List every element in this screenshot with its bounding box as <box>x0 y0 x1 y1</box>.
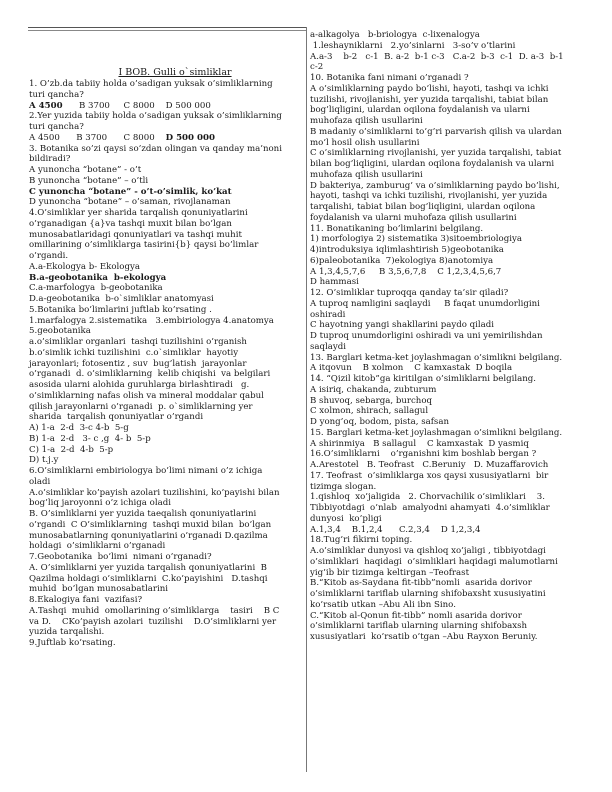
text-line: B.“Kitob as-Saydana fit-tibb”nomli asarida dorivor <box>310 578 532 589</box>
text-line: o’rganadi d. o’simliklarning kelib chiqishi va belgilari <box>29 369 271 380</box>
text-line: B shuvoq, sebarga, burchoq <box>310 395 433 406</box>
text-line: o’simliklari haqidagi o’simliklari haqidagi malumotlarni <box>310 556 558 567</box>
text-line: A.1,3,4 B.1,2,4 C.2,3,4 D 1,2,3,4 <box>310 524 481 535</box>
text-line: 2.Yer yuzida tabiiy holda o’sadigan yuksak o’simliklarning <box>29 111 282 122</box>
text-line: C o’simliklarning rivojlanishi, yer yuzida tarqalishi, tabiat <box>310 148 562 159</box>
text-line: asosida ularni alohida guruhlarga birlashtiradi g. <box>29 380 250 390</box>
text-line: foydalanish va ularni muhofaza qilish usullarini <box>310 212 517 223</box>
text-line: D.a-geobotanika b-o`simliklar anatomyasi <box>29 294 214 304</box>
left-column <box>29 79 305 649</box>
text-line: 12. O’simliklar tuproqqa qanday ta’sir qiladi? <box>310 288 509 298</box>
text-line: A.Arestotel B. Teofrast C.Beruniy D. Muzaffarovich <box>310 460 549 470</box>
text-line: tarqalishi, tabiat bilan bog’liqligini, ulardan oqilona <box>310 202 536 212</box>
column-divider <box>306 27 307 772</box>
text-line: A.Tashqi muhid omollarining o’simliklarga tasiri B C <box>29 605 280 616</box>
top-rule <box>28 27 306 28</box>
text-line: 9.Juftlab ko’rsating. <box>29 638 116 648</box>
text-line: B. O’simliklarni yer yuzida taeqalish qonuniyatlarini <box>29 509 257 519</box>
text-line: C.a-marfologya b-geobotanika <box>29 283 163 294</box>
text-line: o’simliklarni tariflab ularning shifobaxsht xususiyatini <box>310 589 546 599</box>
text-line: muhofaza qilish usullarini <box>310 169 423 180</box>
text-line: 13. Barglari ketma-ket joylashmagan o’simlikni belgilang. <box>310 352 563 363</box>
text-line: A.o’simliklar ko’payish azolari tuzilishini, ko’payishi bilan <box>29 487 280 498</box>
text-line: turi qancha? <box>29 89 84 100</box>
text-line: C xolmon, shirach, sallagul <box>310 406 429 417</box>
text-line: munosabatlarning qonuniyatlarini o’rganadi D.qazilma <box>29 530 268 541</box>
text-line: 17. Teofrast o’simliklarga xos qaysi xususiyatlarni bir <box>310 470 549 481</box>
text-line: A isiriq, chakanda, zubturum <box>310 384 437 395</box>
text-line: munosabatlaridagi qonuniyatlari va tashqi muhit <box>29 229 242 240</box>
text-line: 16.O’simliklarni o’rganishni kim boshlab bergan ? <box>310 449 537 460</box>
text-line: 1. O’zb.da tabiiy holda o’sadigan yuksak o’simliklarning <box>29 79 273 89</box>
text-line: 1.qishloq xo’jaligida 2. Chorvachilik o’simliklari 3. <box>310 492 545 503</box>
text-line: D yong’oq, bodom, pista, safsan <box>310 417 450 427</box>
text-line: va D. CKo’payish azolari tuzilishi D.O’simliklarni yer <box>29 616 277 627</box>
text-line: 1.leshayniklarni 2.yo’sinlarni 3-so’v o’tlarini <box>310 40 516 51</box>
text-line: 7.Geobotanika bo’limi nimani o’rganadi? <box>29 552 212 562</box>
text-line: dunyosi ko’pligi <box>310 513 382 524</box>
text-line: C) 1-a 2-d 4-b 5-p <box>29 444 114 455</box>
text-line: 1.marfalogya 2.sistematika 3.embiriologya 4.anatomya <box>29 315 274 326</box>
text-line: muhofaza qilish usullarini <box>310 116 423 126</box>
text-line: Qazilma holdagi o’simliklarni C.ko’payishini D.tashqi <box>29 573 268 584</box>
text-line: omillarining o’simliklarga tasirini{b} qaysi bo’limlar <box>29 240 259 251</box>
text-line: o’rgandi. <box>29 251 69 261</box>
text-line: turi qancha? <box>29 122 84 132</box>
text-line: oshiradi <box>310 309 346 320</box>
text-line: 5.Botanika bo’limlarini juftlab ko’rsating . <box>29 304 212 315</box>
text-line: o’rgandi C O’simliklarning tashqi muxid bilan bo’lgan <box>29 519 272 530</box>
top-rule-2 <box>28 30 306 31</box>
text-line: C yunoncha “botane” - o’t-o’simlik, ko’kat <box>29 186 232 197</box>
text-line: 6.O’simliklarni embiriologya bo’limi nimani o’z ichiga <box>29 466 263 476</box>
text-line: mo’l hosil olish usullarini <box>310 137 420 148</box>
text-line: oladi <box>29 476 51 487</box>
text-line: 3. Botanika so’zi qaysi so’zdan olingan va qanday ma’noni <box>29 143 282 154</box>
text-line: B) 1-a 2-d 3- c ,g 4- b 5-p <box>29 433 151 444</box>
text-line: B madaniy o’simliklarni to’g’ri parvarish qilish va ulardan <box>310 126 562 137</box>
text-line: bog’liqligini, ulardan oqilona foydalanish va ularni <box>310 105 530 116</box>
text-line: A.o’simliklar dunyosi va qishloq xo’jaligi , tibbiyotdagi <box>310 546 546 556</box>
text-line: A 4500 B 3700 C 8000 D 500 000 <box>29 100 211 111</box>
text-line: muhid bo’lgan munosabatlarini <box>29 584 168 595</box>
text-line: o’simliklarni tariflab ularning ularning shifobaxsh <box>310 621 528 632</box>
text-line: 4)introduksiya iqlimlashtirish 5)geobotanika <box>310 245 504 255</box>
text-line: C.“Kitob al-Qonun fit-tibb” nomli asarida dorivor <box>310 610 522 621</box>
text-line: 8.Ekalogiya fani vazifasi? <box>29 595 143 605</box>
text-line: bilan bog’liqligini, ulardan oqilona foydalanish va ularni <box>310 159 555 169</box>
text-line: xususiyatlari ko’rsatib o’tgan –Abu Rayxon Beruniy. <box>310 632 538 642</box>
text-line: bog’liq jaroyonni o’z ichiga oladi <box>29 498 171 509</box>
text-line: 15. Barglari ketma-ket joylashmagan o’simlikni belgilang. <box>310 427 563 438</box>
text-line: A. O’simliklarni yer yuzida tarqalish qonuniyatlarini B <box>29 562 267 573</box>
text-line: D yunoncha “botane” – o’saman, rivojlanaman <box>29 197 231 208</box>
text-line: 4.O’simliklar yer sharida tarqalish qonuniyatlarini <box>29 208 248 218</box>
text-line: sharida tarqalish qonuniyatlar o’rgandi <box>29 412 204 423</box>
text-line: D tuproq unumdorligini oshiradi va uni yemirilishdan <box>310 331 543 341</box>
text-line: A o’simliklarning paydo bo’lishi, hayoti, tashqi va ichki <box>310 83 549 94</box>
text-line: 14. “Qizil kitob”ga kiritilgan o’simliklarni belgilang. <box>310 374 536 384</box>
text-line: o’simliklarning nafas olish va mineral moddalar qabul <box>29 390 264 401</box>
text-line: D) t.j.y <box>29 455 59 466</box>
text-line: B yunoncha “botane” – o’tli <box>29 175 149 186</box>
text-line: holdagi o’simliklarni o’rganadi <box>29 541 166 552</box>
text-line: A tuproq namligini saqlaydi B faqat unumdorligini <box>310 298 540 309</box>
text-line: A.a-Ekologya b- Ekologya <box>29 261 140 272</box>
text-line: saqlaydi <box>310 341 347 352</box>
text-line: o’rganadigan {a}va tashqi muxit bilan bo’lgan <box>29 218 232 229</box>
text-line: qilish jarayonlarni o’rganadi p. o`simliklarning yer <box>29 401 253 412</box>
text-line: 11. Bonatikaning bo’limlarini belgilang. <box>310 223 484 234</box>
text-line: Tibbiyotdagi o’nlab amalyodni ahamyati 4.o’simliklar <box>310 503 550 513</box>
text-line: tuzilishi, rivojlanishi, yer yuzida tarqalishi, tabiat bilan <box>310 94 549 105</box>
chapter-heading: I BOB. Gulli o`simliklar <box>118 67 232 78</box>
text-line: a.o’simliklar organlari tashqi tuzilishini o’rganish <box>29 337 247 347</box>
text-line: hayoti, tashqi va ichki tuzilishi, rivojlanishi, yer yuzida <box>310 191 548 202</box>
text-line: 18.Tug’ri fikirni toping. <box>310 535 413 546</box>
text-line: bildiradi? <box>29 154 71 165</box>
text-line: yig’ib bir tizimga keltirgan –Teofrast <box>310 567 470 578</box>
text-line: A itqovun B xolmon C kamxastak D boqila <box>310 363 513 374</box>
text-line: tizimga slogan. <box>310 481 377 492</box>
text-line: 6)paleobotanika 7)ekologiya 8)anotomiya <box>310 255 494 266</box>
text-line: D hammasi <box>310 277 359 288</box>
text-line: A) 1-a 2-d 3-c 4-b 5-g <box>29 423 129 433</box>
text-line: 1) morfologiya 2) sistematika 3)sitoembriologiya <box>310 234 522 245</box>
text-line: A.a-3 b-2 c-1 B. a-2 b-1 c-3 C.a-2 b-3 c-1 D. a-3 b-1 <box>310 51 564 62</box>
text-line: yuzida tarqalishi. <box>29 627 105 638</box>
text-line: a-alkagolya b-briologya c-lixenalogya <box>310 30 480 40</box>
text-line: B.a-geobotanika b-ekologya <box>29 272 167 283</box>
text-line: A 1,3,4,5,7,6 B 3,5,6,7,8 C 1,2,3,4,5,6,7 <box>310 266 502 277</box>
text-line: jarayonlari; fotosentiz , suv bug’latish jarayonlar <box>29 358 247 369</box>
text-line: A shirinmiya B sallagul C kamxastak D yasmiq <box>310 438 529 449</box>
text-line: c-2 <box>310 62 324 73</box>
text-line: D bakteriya, zamburug’ va o’simliklarning paydo bo’lishi, <box>310 180 560 191</box>
text-line: 5.geobotanika <box>29 326 91 337</box>
text-line: b.o’simlik ichki tuzilishini c.o`simliklar hayotiy <box>29 347 239 358</box>
text-line: 10. Botanika fani nimani o’rganadi ? <box>310 73 469 83</box>
text-line: ko’rsatib utkan –Abu Ali ibn Sino. <box>310 599 456 610</box>
right-column <box>310 30 580 643</box>
text-line: A yunoncha “botane” - o’t <box>29 165 142 175</box>
text-line: C hayotning yangi shakllarini paydo qiladi <box>310 320 495 331</box>
text-line: A 4500 B 3700 C 8000 D 500 000 <box>29 132 215 143</box>
